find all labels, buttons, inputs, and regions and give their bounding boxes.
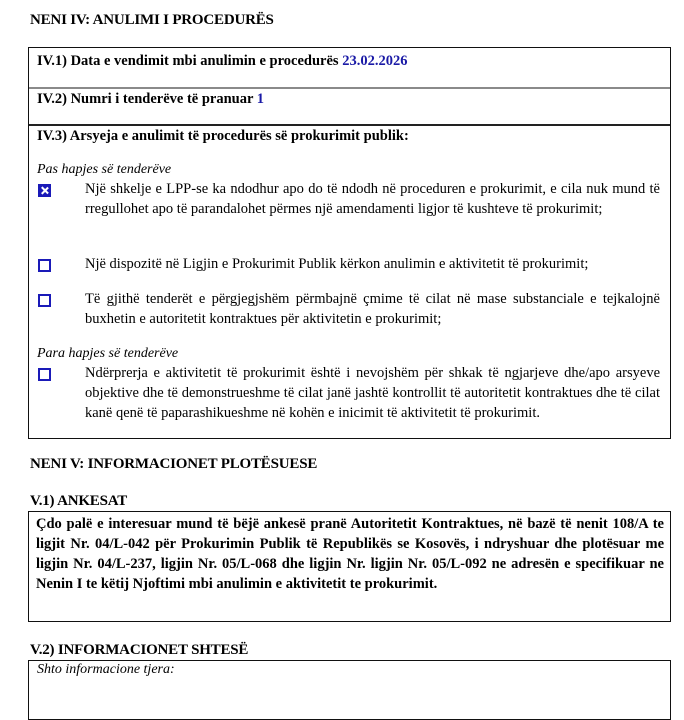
additional-info-box[interactable] (28, 660, 671, 720)
additional-info-placeholder[interactable]: Shto informacione tjera: (37, 662, 175, 677)
tenders-count-row (37, 91, 264, 108)
tenders-count-label: IV.2) Numri i tenderëve të pranuar (37, 91, 254, 107)
option-text: Një shkelje e LPP-se ka ndodhur apo do të ndodh në proceduren e prokurimit, e cila nuk mund të rregullohet apo të parandalohet përmes një amendamenti ligjor të kushteve të prokurimit; (85, 181, 660, 217)
complaints-heading: V.1) ANKESAT (30, 493, 128, 509)
option-text: Ndërprerja e aktivitetit të prokurimit është i nevojshëm për shkak të ngjarjeve dhe/apo arsyeve objektive dhe të demonstrueshme të cilat janë jashtë kontrollit të autoritetit kontraktues dhe të cilat kanë qenë të paparashikueshme në kohën e inicimit të aktivitetit të prokurimit. (85, 365, 660, 421)
checkbox-icon[interactable] (38, 259, 51, 272)
decision-date-label: IV.1) Data e vendimit mbi anulimin e procedurës (37, 53, 339, 69)
decision-date-row (37, 53, 407, 70)
decision-date-value[interactable]: 23.02.2026 (342, 53, 408, 69)
tenders-count-value[interactable]: 1 (256, 91, 265, 107)
row-divider (29, 124, 670, 126)
before-opening-subheading: Para hapjes së tenderëve (37, 346, 179, 361)
option-text: Një dispozitë në Ligjin e Prokurimit Publik kërkon anulimin e aktivitetit të prokurimit; (85, 256, 589, 272)
section-iv-heading: NENI IV: ANULIMI I PROCEDURËS (30, 12, 274, 28)
cancellation-reason-label: IV.3) Arsyeja e anulimit të procedurës së prokurimit publik: (37, 128, 409, 144)
additional-info-heading: V.2) INFORMACIONET SHTESË (30, 642, 249, 658)
complaints-text: Çdo palë e interesuar mund të bëjë ankesë pranë Autoritetit Kontraktues, në bazë të nenit 108/A te ligjit Nr. 04/L-042 për Prokurimin Publik të Republikës se Kosovës, i ndryshuar dhe plotësuar me ligjin Nr. 04/L-237, ligjin Nr. 05/L-068 dhe ligjin Nr. ligjin Nr. 05/L-092 ne adresën e specifikuar ne Nenin I te këtij Njoftimi mbi anulimin e aktivitetit te prokurimit. (36, 516, 664, 592)
complaints-box (28, 511, 671, 622)
checkbox-icon[interactable] (38, 368, 51, 381)
checkbox-checked-icon[interactable] (38, 184, 51, 197)
after-opening-subheading: Pas hapjes së tenderëve (37, 162, 172, 177)
row-divider (29, 87, 670, 89)
checkbox-icon[interactable] (38, 294, 51, 307)
section-v-heading: NENI V: INFORMACIONET PLOTËSUESE (30, 456, 318, 472)
option-text: Të gjithë tenderët e përgjegjshëm përmbajnë çmime të cilat në mase substanciale e tejkalojnë buxhetin e autoritetit kontraktues për aktivitetin e prokurimit; (85, 291, 660, 327)
section-iv-box (28, 47, 671, 439)
